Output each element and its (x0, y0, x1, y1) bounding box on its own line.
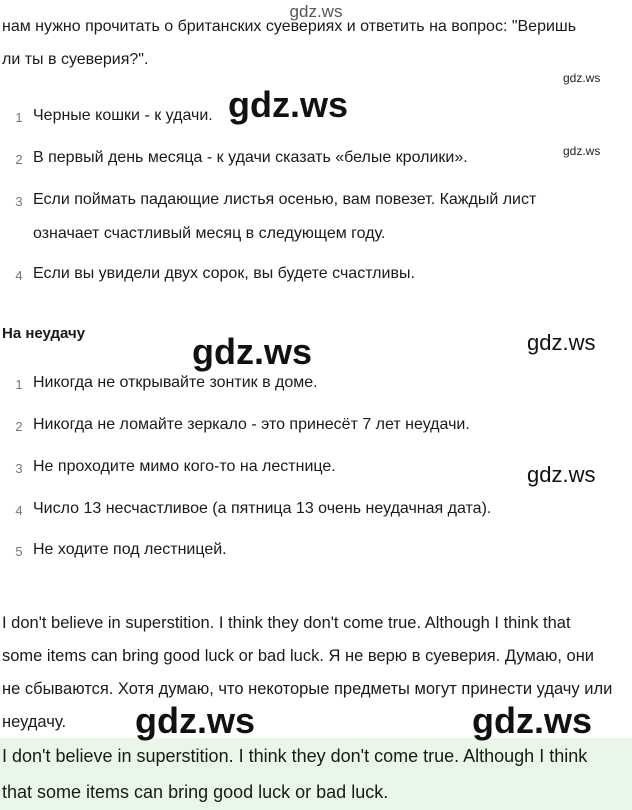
list-number: 1 (15, 110, 23, 125)
list-item: Никогда не ломайте зеркало - это принесёт 7 лет неудачи. (33, 416, 470, 433)
list-item: В первый день месяца - к удачи сказать «белые кролики». (33, 149, 468, 166)
watermark: gdz.ws (563, 71, 601, 85)
list-item: Черные кошки - к удачи. (33, 107, 213, 124)
watermark-top: gdz.ws (289, 2, 343, 21)
paragraph-line-2: some items can bring good luck or bad luck. Я не верю в суеверия. Думаю, они (2, 647, 595, 665)
list-number: 4 (15, 268, 23, 283)
list-number: 1 (15, 377, 23, 392)
paragraph-line-3: не сбываются. Хотя думаю, что некоторые предметы могут принести удачу или (2, 680, 613, 698)
intro-line-2: ли ты в суеверия?". (2, 51, 149, 68)
list-item: Если поймать падающие листья осенью, вам повезет. Каждый лист (33, 191, 537, 208)
watermark: gdz.ws (527, 330, 596, 355)
paragraph-line-1: I don't believe in superstition. I think they don't come true. Although I think that (2, 614, 571, 632)
list-number: 2 (15, 419, 23, 434)
section-heading-bad-luck: На неудачу (2, 325, 86, 342)
list-number: 4 (15, 503, 23, 518)
list-item: Никогда не открывайте зонтик в доме. (33, 374, 318, 391)
list-number: 5 (15, 544, 23, 559)
list-number: 3 (15, 461, 23, 476)
intro-line-1: нам нужно прочитать о британских суевериях и ответить на вопрос: "Веришь (2, 18, 577, 35)
list-item: Число 13 несчастливое (а пятница 13 очень неудачная дата). (33, 500, 492, 517)
list-item-continuation: означает счастливый месяц в следующем году. (33, 225, 386, 242)
list-item: Не ходите под лестницей. (33, 541, 227, 558)
highlight-line-2: that some items can bring good luck or bad luck. (2, 782, 389, 802)
watermark: gdz.ws (527, 462, 596, 487)
watermark: gdz.ws (135, 700, 256, 741)
paragraph-line-4: неудачу. (2, 713, 67, 731)
list-item: Если вы увидели двух сорок, вы будете счастливы. (33, 265, 415, 282)
list-number: 2 (15, 152, 23, 167)
watermark: gdz.ws (563, 144, 601, 158)
highlight-line-1: I don't believe in superstition. I think they don't come true. Although I think (2, 746, 588, 766)
list-number: 3 (15, 194, 23, 209)
watermark: gdz.ws (472, 700, 593, 741)
watermark: gdz.ws (192, 331, 313, 372)
list-item: Не проходите мимо кого-то на лестнице. (33, 458, 336, 475)
watermark: gdz.ws (228, 84, 349, 125)
